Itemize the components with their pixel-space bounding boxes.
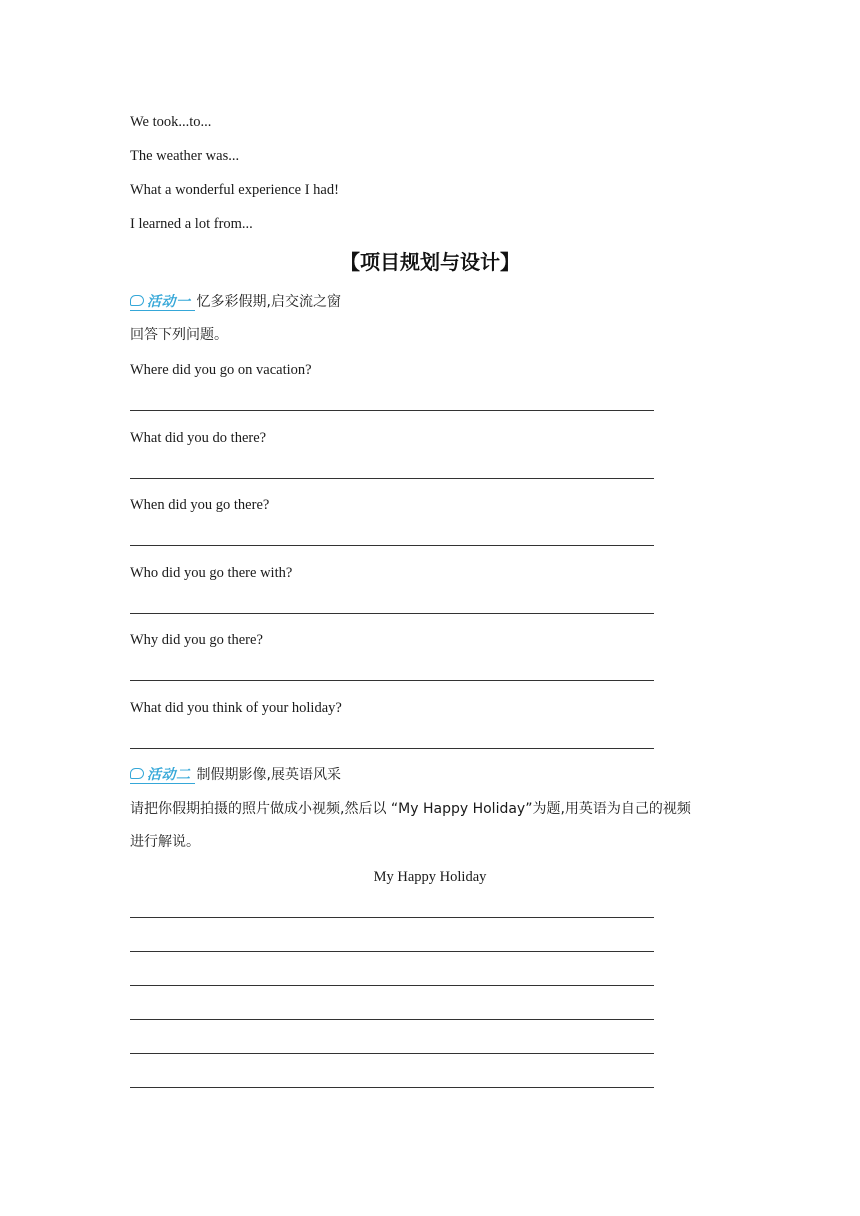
answer-line-4[interactable] [130,613,654,614]
answer-line-2[interactable] [130,478,654,479]
activity-2-title: 制假期影像,展英语风采 [196,767,341,783]
activity-1-header [130,290,341,312]
question-3: When did you go there? [130,497,270,513]
activity-2-tag-label: 活动二 [147,766,191,783]
section-heading: 【项目规划与设计】 [340,250,520,274]
writing-line-6[interactable] [130,1087,654,1088]
answer-line-5[interactable] [130,680,654,681]
question-6: What did you think of your holiday? [130,700,342,716]
activity-2-tag [130,765,195,784]
intro-line-2: The weather was... [130,148,240,164]
question-1: Where did you go on vacation? [130,362,312,378]
question-4: Who did you go there with? [130,565,293,581]
intro-line-3: What a wonderful experience I had! [130,182,339,198]
speech-bubble-icon [130,295,144,306]
answer-line-1[interactable] [130,410,654,411]
writing-line-2[interactable] [130,951,654,952]
question-2: What did you do there? [130,430,267,446]
activity-2-instruction-line-2: 进行解说。 [130,834,200,850]
speech-bubble-icon [130,768,144,779]
intro-line-4: I learned a lot from... [130,216,253,232]
essay-title: My Happy Holiday [373,869,487,885]
activity-1-instruction: 回答下列问题。 [130,327,228,343]
writing-line-4[interactable] [130,1019,654,1020]
activity-1-tag [130,292,195,311]
answer-line-6[interactable] [130,748,654,749]
writing-line-5[interactable] [130,1053,654,1054]
intro-line-1: We took...to... [130,114,212,130]
activity-1-title: 忆多彩假期,启交流之窗 [196,294,341,310]
activity-2-instruction-line-1: 请把你假期拍摄的照片做成小视频,然后以 “My Happy Holiday”为题,用英语为自己的视频 [130,801,691,817]
activity-2-header [130,763,341,785]
question-5: Why did you go there? [130,632,263,648]
writing-line-3[interactable] [130,985,654,986]
activity-1-tag-label: 活动一 [147,293,191,310]
writing-line-1[interactable] [130,917,654,918]
answer-line-3[interactable] [130,545,654,546]
